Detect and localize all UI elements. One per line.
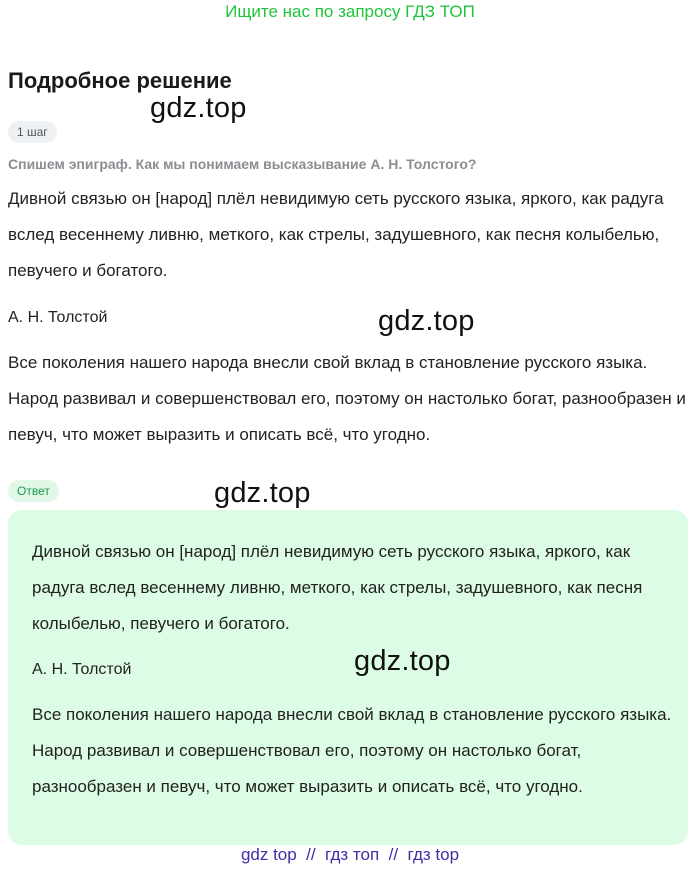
solution-author: А. Н. Толстой (8, 309, 108, 326)
watermark: gdz.top (378, 305, 475, 337)
page-title: Подробное решение (8, 68, 232, 93)
step-subheading: Спишем эпиграф. Как мы понимаем высказывание А. Н. Толстого? (8, 156, 477, 172)
footer-watermark: gdz top // гдз топ // гдз top (240, 845, 460, 864)
solution-epigraph: Дивной связью он [народ] плёл невидимую сеть русского языка, яркого, как радуга вслед весеннему ливню, меткого, как стрелы, задушевного, как песня колыбелью, певучего и богатого. (8, 189, 664, 280)
search-hint-banner: Ищите нас по запросу ГДЗ ТОП (225, 2, 475, 21)
answer-author: А. Н. Толстой (32, 661, 132, 678)
answer-box (8, 510, 688, 845)
watermark: gdz.top (354, 645, 451, 677)
answer-badge: Ответ (8, 480, 59, 502)
step-badge: 1 шаг (8, 121, 57, 143)
solution-explanation: Все поколения нашего народа внесли свой вклад в становление русского языка. Народ развивал и совершенствовал его, поэтому он настолько богат, разнообразен и певуч, что может выразить и описать всё, что угодно. (8, 353, 686, 444)
watermark: gdz.top (214, 477, 311, 509)
watermark: gdz.top (150, 92, 247, 124)
answer-explanation: Все поколения нашего народа внесли свой вклад в становление русского языка. Народ развивал и совершенствовал его, поэтому он настолько богат, разнообразен и певуч, что может выразить и описать всё, что угодно. (32, 705, 672, 796)
answer-epigraph: Дивной связью он [народ] плёл невидимую сеть русского языка, яркого, как радуга вслед весеннему ливню, меткого, как стрелы, задушевного, как песня колыбелью, певучего и богатого. (32, 542, 643, 633)
